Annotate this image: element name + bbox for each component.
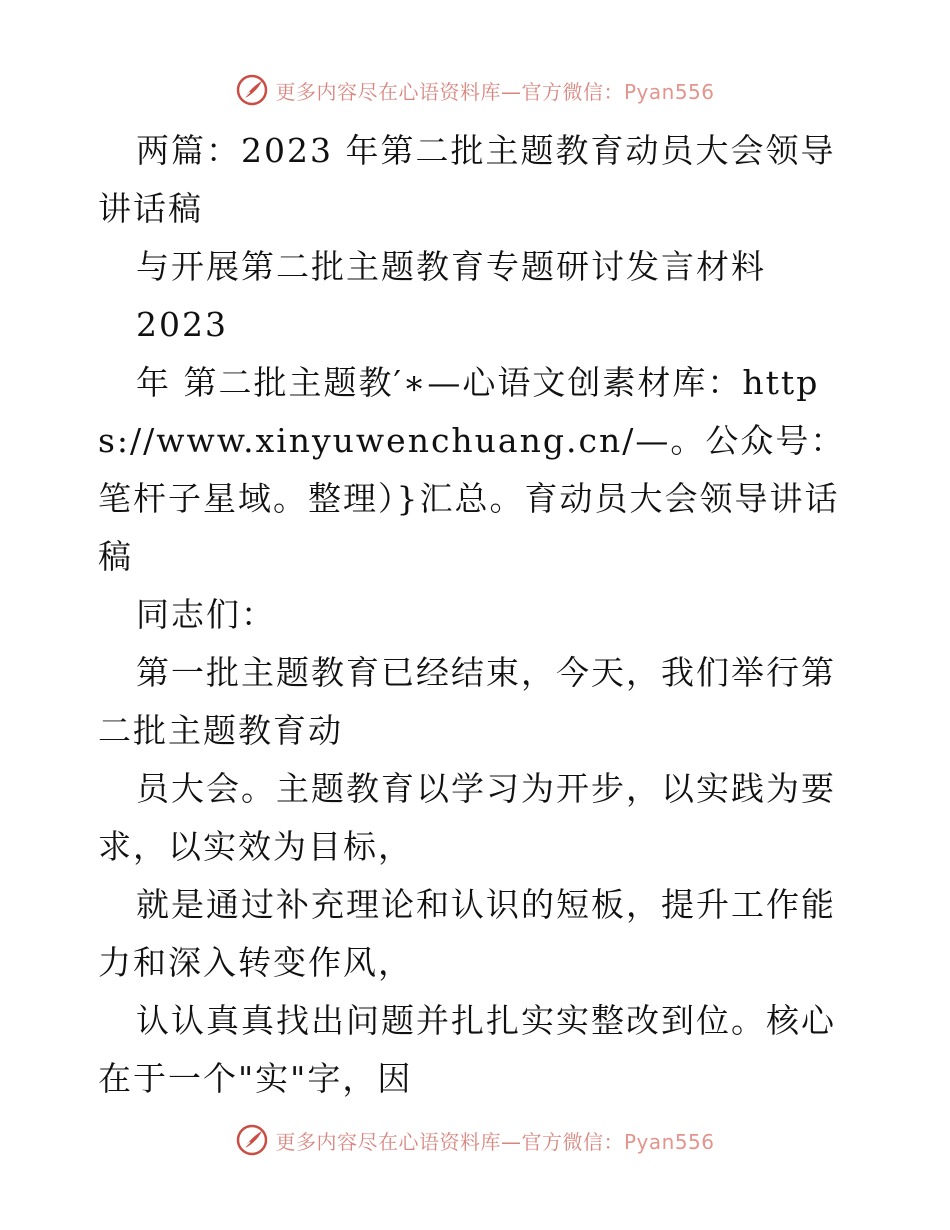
paragraph-salutation: 同志们： [136,595,276,634]
watermark-text [275,76,714,105]
header-watermark [0,70,950,110]
feather-pen-logo-icon [235,73,269,107]
paragraph-body: 就是通过补充理论和认识的短板，提升工作能力和深入转变作风， [98,885,836,982]
document-title: 两篇：2023 年第二批主题教育动员大会领导讲话稿 [98,131,836,228]
watermark-wechat-id: Pyan556 [623,1129,715,1154]
paragraph-body: 第一批主题教育已经结束，今天，我们举行第二批主题教育动 [98,653,836,750]
paragraph-source-note: 年 第二批主题教′∗—心语文创素材库：https://www.xinyuwenchuang.cn/—。公众号：笔杆子星域。整理）}汇总。育动员大会领导讲话稿 [98,363,846,576]
watermark-text [275,1126,714,1155]
watermark-wechat-id: Pyan556 [623,79,715,104]
document-subtitle: 与开展第二批主题教育专题研讨发言材料 [136,247,766,286]
paragraph-body: 认认真真找出问题并扎扎实实整改到位。核心在于一个"实"字，因 [98,1001,836,1098]
watermark-label: 更多内容尽在心语资料库—官方微信： [275,1129,624,1154]
document-body [98,122,858,1108]
paragraph-year: 2023 [136,305,228,344]
paragraph-body: 员大会。主题教育以学习为开步，以实践为要求，以实效为目标， [98,769,836,866]
feather-pen-logo-icon [235,1123,269,1157]
watermark-label: 更多内容尽在心语资料库—官方微信： [275,79,624,104]
footer-watermark [0,1120,950,1160]
